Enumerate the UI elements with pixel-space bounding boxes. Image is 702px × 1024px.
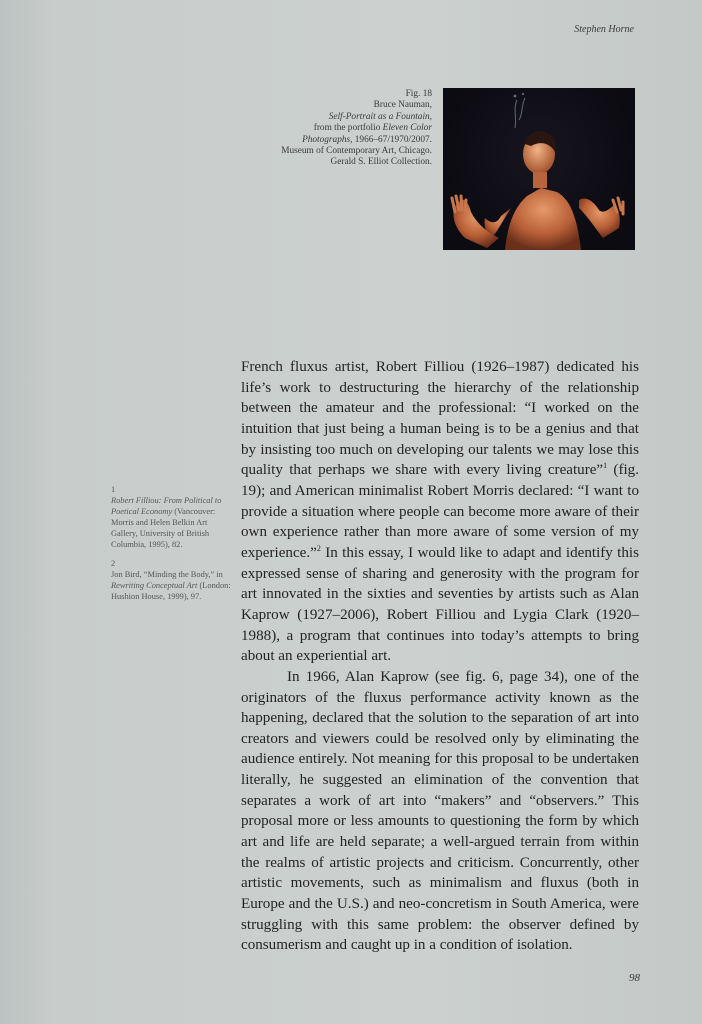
caption-portfolio-title-2: Photographs <box>302 134 351 145</box>
caption-title: Self-Portrait as a Fountain, <box>328 111 432 122</box>
body-text <box>241 357 639 956</box>
paragraph-1 <box>241 357 639 667</box>
caption-portfolio-title-1: Eleven Color <box>382 123 432 134</box>
footnote-text: (London: Hushion House, 1999), 97. <box>111 581 231 601</box>
footnote-title: Robert Filliou: From Political to Poetical Economy <box>111 496 222 516</box>
paragraph-1-part-a: French fluxus artist, Robert Filliou (1926–1987) dedicated his life’s work to destructuring the hierarchy of the relationship between the amateur and the professional: “I worked on the intuition that just being a human being is to be a genius and that by insisting too much on developing our talents we may lose this quality that perhaps we share with every living creature” <box>241 359 639 479</box>
footnote-2 <box>111 558 235 602</box>
footnote-number: 2 <box>111 559 116 568</box>
caption-collection: Gerald S. Elliot Collection. <box>330 157 432 168</box>
sidenotes <box>111 484 235 610</box>
figure-caption <box>212 89 432 169</box>
figure-photo <box>443 88 635 250</box>
footnote-author: Jon Bird, “Minding the Body,” in <box>111 570 223 579</box>
page-number: 98 <box>629 972 640 984</box>
figure-number: Fig. 18 <box>405 89 432 99</box>
caption-museum: Museum of Contemporary Art, Chicago. <box>281 146 432 157</box>
footnote-text: (Vancouver: Morris and Helen Belkin Art Gallery, University of British Columbia, 1995), 82. <box>111 507 216 549</box>
fountain-self-portrait-illustration <box>443 88 635 250</box>
caption-dates-line <box>212 135 432 146</box>
footnote-number: 1 <box>111 485 116 494</box>
paragraph-2: In 1966, Alan Kaprow (see fig. 6, page 34), one of the originators of the fluxus performance activity known as the happening, declared that the solution to the separation of art into creators and viewers could be resolved only by eliminating the audience entirely. Not meaning for this proposal to be undertaken literally, he suggested an elimination of the convention that separates a work of art into “makers” and “observers.” This proposal more or less amounts to questioning the form by which art and life are held separate; a well-argued terrain from within the realms of artistic projects and criticism. Concurrently, other artistic movements, such as minimalism and fluxus (both in Europe and the U.S.) and neo-concretism in South America, were struggling with this same problem: the observer defined by consumerism and caught up in a condition of isolation. <box>241 668 639 954</box>
caption-artist: Bruce Nauman, <box>373 100 432 111</box>
caption-dates: , 1966–67/1970/2007. <box>350 134 432 145</box>
running-head: Stephen Horne <box>574 24 634 35</box>
footnote-ref-1: 1 <box>603 461 608 471</box>
footnote-title: Rewriting Conceptual Art <box>111 581 198 590</box>
caption-portfolio-prefix: from the portfolio <box>313 123 383 134</box>
footnote-1 <box>111 484 235 550</box>
paragraph-1-part-b: (fig. 19); and American minimalist Robert Morris declared: “I want to provide a situation where people can become more aware of their own experience rather than more aware of some version of my experience.” <box>241 462 639 561</box>
footnote-ref-2: 2 <box>316 543 321 553</box>
caption-portfolio-line <box>212 123 432 134</box>
paragraph-1-part-c: In this essay, I would like to adapt and identify this expressed sense of sharing and generosity with the program for art innovated in the sixties and seventies by artists such as Alan Kaprow (1927–2006), Robert Filliou and Lygia Clark (1920–1988), a program that continues into today’s attempts to bring about an experiential art. <box>241 544 639 665</box>
